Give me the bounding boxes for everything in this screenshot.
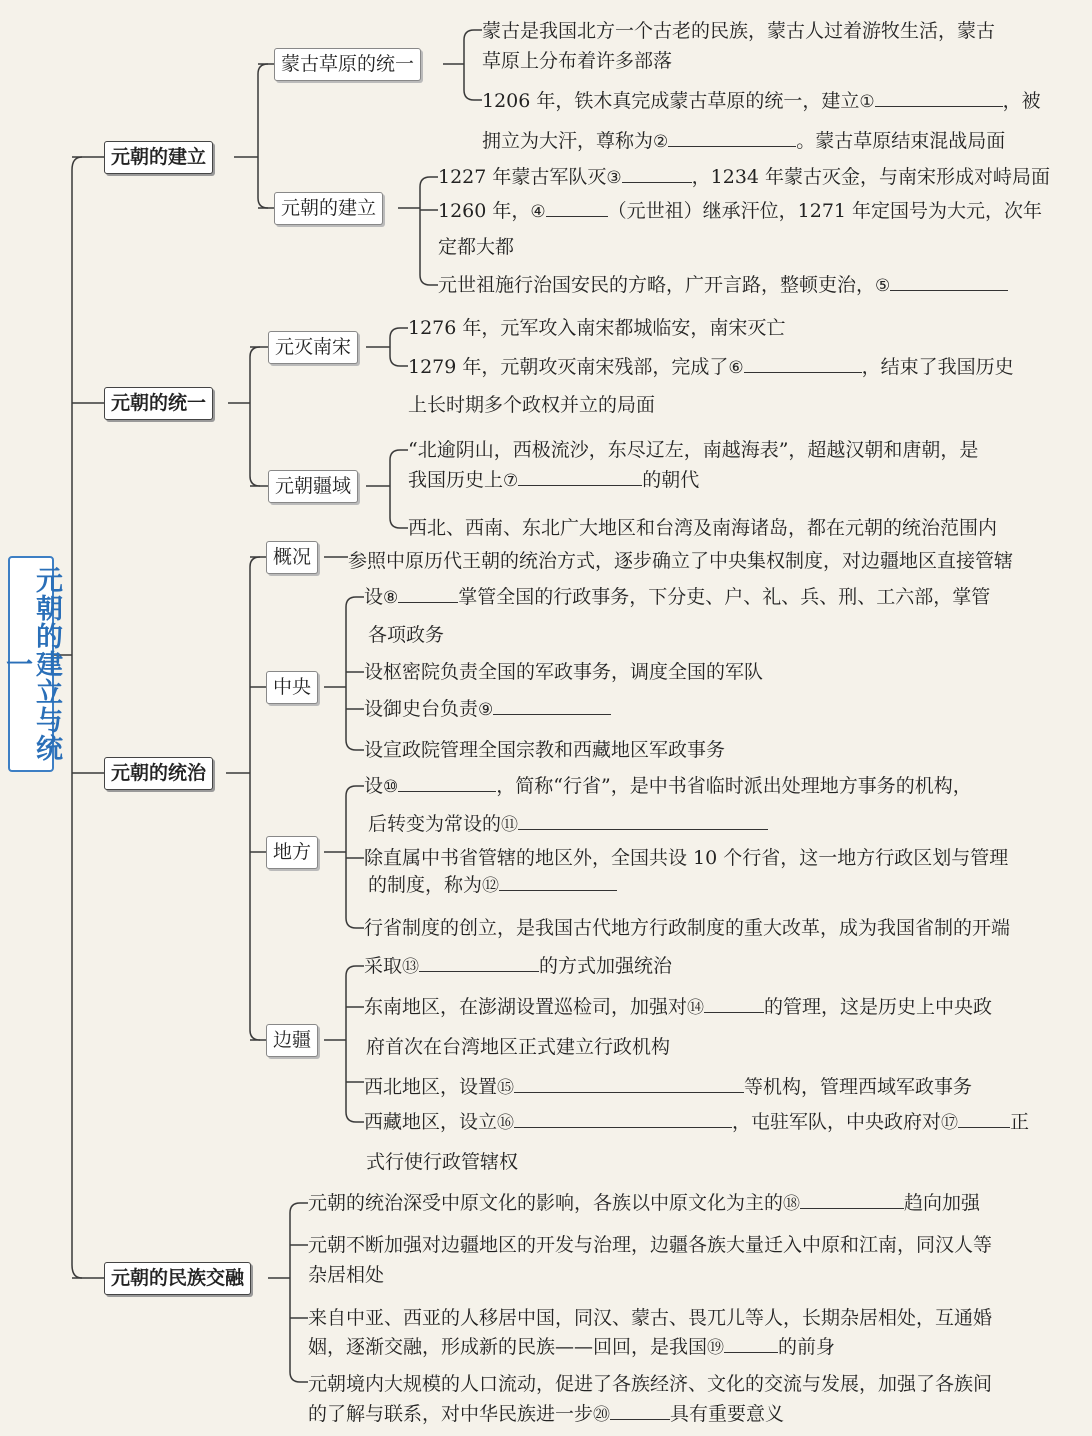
text-line (364, 1070, 972, 1105)
fill-blank[interactable] (724, 1330, 778, 1353)
blank-number: ⑪ (501, 815, 519, 835)
blank-number: ① (859, 92, 875, 112)
text-line: “北逾阴山，西极流沙，东尽辽左，南越海表”，超越汉朝和唐朝，是 (408, 439, 979, 461)
text-line: 蒙古是我国北方一个古老的民族，蒙古人过着游牧生活，蒙古 (482, 20, 996, 42)
sub-local[interactable]: 地方 (266, 836, 318, 869)
text-line (364, 949, 672, 984)
section-yuan-unification[interactable]: 元朝的统一 (104, 387, 213, 420)
blank-number: ⑯ (497, 1113, 515, 1133)
text-line: 元朝不断加强对边疆地区的开发与治理，边疆各族大量迁入中原和江南，同汉人等 (308, 1234, 993, 1256)
text-segment: 具有重要意义 (670, 1403, 785, 1425)
fill-blank[interactable] (890, 268, 1008, 291)
text-segment: 西北地区，设置 (364, 1076, 498, 1098)
text-segment: 元世祖施行治国安民的方略，广开言路，整顿吏治， (438, 274, 876, 296)
root-title: 元朝的建立与统一 (8, 556, 54, 772)
text-line (482, 84, 1041, 119)
sub-central[interactable]: 中央 (266, 671, 318, 704)
blank-number: ⑭ (687, 998, 705, 1018)
text-segment: ，被 (1002, 90, 1041, 112)
text-segment: 。蒙古草原结束混战局面 (796, 130, 1006, 152)
blank-number: ⑦ (503, 471, 519, 491)
text-line: 上长时期多个政权并立的局面 (408, 394, 656, 416)
text-segment: 设 (364, 586, 384, 608)
text-segment: （元世祖）继承汗位，1271 年定国号为大元，次年 (607, 200, 1043, 222)
blank-number: ⑬ (402, 957, 420, 977)
text-line (408, 350, 1014, 385)
fill-blank[interactable] (875, 84, 1003, 107)
text-line (308, 1186, 980, 1221)
fill-blank[interactable] (514, 1070, 744, 1093)
text-line (482, 124, 1005, 159)
text-segment: 趋向加强 (904, 1192, 981, 1214)
blank-number: ⑱ (783, 1194, 801, 1214)
blank-number: ⑳ (593, 1405, 611, 1425)
text-segment: 的制度，称为 (368, 874, 483, 896)
text-line (364, 769, 972, 804)
fill-blank[interactable] (518, 807, 768, 830)
text-line: 定都大都 (438, 236, 515, 258)
fill-blank[interactable] (493, 692, 611, 715)
section-yuan-rule[interactable]: 元朝的统治 (104, 757, 213, 790)
text-segment: 采取 (364, 955, 403, 977)
blank-number: ⑥ (728, 358, 744, 378)
text-segment: ，1234 年蒙古灭金，与南宋形成对峙局面 (691, 166, 1051, 188)
text-segment: 后转变为常设的 (368, 813, 502, 835)
text-line: 除直属中书省管辖的地区外，全国共设 10 个行省，这一地方行政区划与管理 (364, 847, 1009, 869)
fill-blank[interactable] (800, 1186, 904, 1209)
text-segment: 掌管全国的行政事务，下分吏、户、礼、兵、刑、工六部，掌管 (458, 586, 991, 608)
text-line (364, 692, 611, 727)
text-segment: 1206 年，铁木真完成蒙古草原的统一，建立 (482, 90, 860, 112)
text-segment: 的前身 (778, 1336, 836, 1358)
fill-blank[interactable] (419, 949, 539, 972)
text-segment: ，结束了我国历史 (861, 356, 1014, 378)
fill-blank[interactable] (622, 160, 692, 183)
blank-number: ④ (530, 202, 546, 222)
fill-blank[interactable] (514, 1105, 732, 1128)
text-line: 设枢密院负责全国的军政事务，调度全国的军队 (364, 661, 764, 683)
section-ethnic-fusion[interactable]: 元朝的民族交融 (104, 1262, 251, 1295)
text-line: 式行使行政管辖权 (366, 1151, 519, 1173)
blank-number: ⑲ (707, 1338, 725, 1358)
text-segment: ，简称“行省”，是中书省临时派出处理地方事务的机构， (496, 775, 972, 797)
section-yuan-founding[interactable]: 元朝的建立 (104, 141, 213, 174)
text-line: 行省制度的创立，是我国古代地方行政制度的重大改革，成为我国省制的开端 (364, 917, 1011, 939)
text-line: 来自中亚、西亚的人移居中国，同汉、蒙古、畏兀儿等人，长期杂居相处，互通婚 (308, 1307, 993, 1329)
text-segment: 的了解与联系，对中华民族进一步 (308, 1403, 594, 1425)
fill-blank[interactable] (744, 350, 862, 373)
text-segment: 我国历史上 (408, 469, 504, 491)
fill-blank[interactable] (546, 194, 608, 217)
fill-blank[interactable] (518, 463, 642, 486)
sub-frontier[interactable]: 边疆 (266, 1024, 318, 1057)
text-segment: 等机构，管理西域军政事务 (744, 1076, 973, 1098)
text-segment: 元朝的统治深受中原文化的影响，各族以中原文化为主的 (308, 1192, 784, 1214)
blank-number: ⑮ (497, 1078, 515, 1098)
text-line (308, 1397, 784, 1432)
fill-blank[interactable] (958, 1105, 1010, 1128)
sub-territory[interactable]: 元朝疆域 (268, 470, 358, 503)
fill-blank[interactable] (668, 124, 796, 147)
blank-number: ⑧ (383, 588, 399, 608)
sub-overview[interactable]: 概况 (266, 541, 318, 574)
sub-conquer-song[interactable]: 元灭南宋 (268, 331, 358, 364)
fill-blank[interactable] (398, 769, 496, 792)
fill-blank[interactable] (398, 580, 458, 603)
blank-number: ⑤ (875, 276, 891, 296)
text-segment: 的朝代 (642, 469, 700, 491)
fill-blank[interactable] (610, 1397, 670, 1420)
text-line (364, 580, 990, 615)
text-segment: 正 (1010, 1111, 1030, 1133)
fill-blank[interactable] (499, 868, 617, 891)
text-segment: ，屯驻军队，中央政府对 (732, 1111, 942, 1133)
text-line: 杂居相处 (308, 1264, 385, 1286)
text-line: 西北、西南、东北广大地区和台湾及南海诸岛，都在元朝的统治范围内 (408, 517, 998, 539)
text-line (438, 194, 1042, 229)
blank-number: ⑨ (478, 700, 494, 720)
text-line (438, 268, 1008, 303)
text-line: 府首次在台湾地区正式建立行政机构 (366, 1036, 671, 1058)
blank-number: ⑰ (941, 1113, 959, 1133)
text-segment: 1279 年，元朝攻灭南宋残部，完成了 (408, 356, 729, 378)
text-line (368, 807, 768, 842)
blank-number: ③ (606, 168, 622, 188)
text-line (368, 868, 617, 903)
blank-number: ⑫ (482, 876, 500, 896)
blank-number: ⑩ (383, 777, 399, 797)
text-segment: 的管理，这是历史上中央政 (764, 996, 993, 1018)
text-segment: 拥立为大汗，尊称为 (482, 130, 654, 152)
text-segment: 的方式加强统治 (539, 955, 673, 977)
sub-yuan-founding[interactable]: 元朝的建立 (274, 192, 383, 225)
text-line (438, 160, 1050, 195)
fill-blank[interactable] (704, 990, 764, 1013)
text-segment: 东南地区，在澎湖设置巡检司，加强对 (364, 996, 688, 1018)
text-line (364, 1105, 1029, 1140)
text-segment: 设 (364, 775, 384, 797)
text-line (364, 990, 992, 1025)
text-line (408, 463, 699, 498)
text-line (308, 1330, 835, 1365)
text-line: 设宣政院管理全国宗教和西藏地区军政事务 (364, 739, 726, 761)
text-line: 元朝境内大规模的人口流动，促进了各族经济、文化的交流与发展，加强了各族间 (308, 1373, 993, 1395)
text-line: 各项政务 (368, 624, 445, 646)
text-segment: 设御史台负责 (364, 698, 479, 720)
text-segment: 1227 年蒙古军队灭 (438, 166, 607, 188)
text-segment: 姻，逐渐交融，形成新的民族——回回，是我国 (308, 1336, 708, 1358)
blank-number: ② (653, 132, 669, 152)
text-line: 参照中原历代王朝的统治方式，逐步确立了中央集权制度，对边疆地区直接管辖 (348, 550, 1014, 572)
sub-mongol-unification[interactable]: 蒙古草原的统一 (274, 48, 421, 81)
text-line: 草原上分布着许多部落 (482, 50, 673, 72)
text-line: 1276 年，元军攻入南宋都城临安，南宋灭亡 (408, 317, 786, 339)
text-segment: 西藏地区，设立 (364, 1111, 498, 1133)
text-segment: 1260 年， (438, 200, 531, 222)
